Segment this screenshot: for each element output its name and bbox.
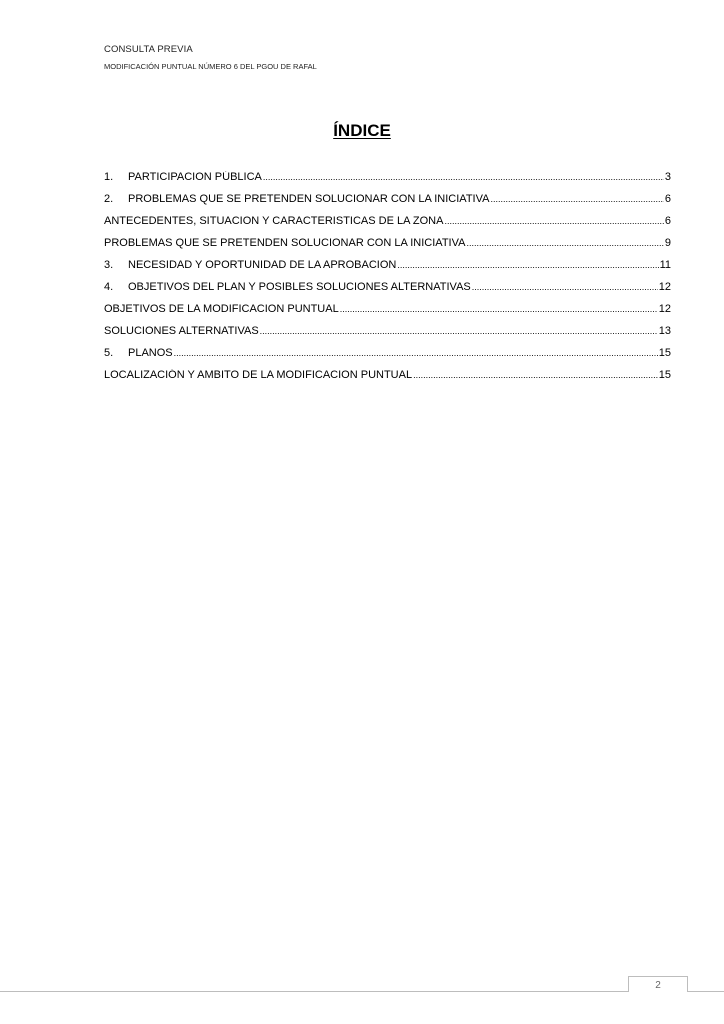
toc-dot-leader — [397, 259, 658, 271]
footer-divider-right — [687, 991, 724, 992]
toc-dot-leader — [444, 215, 663, 227]
toc-entry-title: PLANOS — [128, 347, 173, 359]
toc-dot-leader — [490, 193, 663, 205]
toc-entry-number: 4. — [104, 281, 114, 293]
toc-dot-leader — [174, 347, 658, 359]
toc-entry-page: 6 — [664, 215, 671, 227]
footer-divider — [0, 991, 628, 992]
toc-entry-title: OBJETIVOS DE LA MODIFICACION PUNTUAL — [104, 303, 339, 315]
header-document-subtitle: MODIFICACIÓN PUNTUAL NÚMERO 6 DEL PGOU DE RAFAL — [104, 62, 317, 71]
table-of-contents — [104, 171, 671, 391]
toc-entry-title: PROBLEMAS QUE SE PRETENDEN SOLUCIONAR CON LA INICIATIVA — [104, 237, 466, 249]
toc-entry-number: 2. — [104, 193, 114, 205]
toc-entry-page: 12 — [658, 303, 671, 315]
toc-dot-leader — [466, 237, 663, 249]
toc-entry-number: 5. — [104, 347, 114, 359]
header-document-type: CONSULTA PREVIA — [104, 44, 193, 55]
toc-entry[interactable] — [104, 193, 671, 215]
toc-entry[interactable] — [104, 171, 671, 193]
toc-entry[interactable] — [104, 369, 671, 391]
toc-entry-page: 6 — [664, 193, 671, 205]
toc-entry-title: OBJETIVOS DEL PLAN Y POSIBLES SOLUCIONES ALTERNATIVAS — [128, 281, 471, 293]
toc-entry-page: 3 — [664, 171, 671, 183]
toc-entry-title: SOLUCIONES ALTERNATIVAS — [104, 325, 259, 337]
toc-entry[interactable] — [104, 347, 671, 369]
toc-dot-leader — [472, 281, 658, 293]
toc-entry-title: ANTECEDENTES, SITUACION Y CARACTERISTICAS DE LA ZONA — [104, 215, 444, 227]
toc-dot-leader — [263, 171, 664, 183]
toc-entry-page: 11 — [659, 259, 671, 271]
toc-entry-title: PROBLEMAS QUE SE PRETENDEN SOLUCIONAR CON LA INICIATIVA — [128, 193, 490, 205]
toc-dot-leader — [260, 325, 658, 337]
toc-entry[interactable] — [104, 259, 671, 281]
toc-entry-title: PARTICIPACION PÚBLICA — [128, 171, 262, 183]
toc-entry[interactable] — [104, 281, 671, 303]
toc-entry-number: 1. — [104, 171, 114, 183]
footer-page-number: 2 — [628, 976, 688, 992]
toc-entry[interactable] — [104, 237, 671, 259]
toc-entry[interactable] — [104, 303, 671, 325]
toc-entry-page: 15 — [658, 369, 671, 381]
page-title: ÍNDICE — [333, 121, 391, 140]
toc-entry-page: 13 — [658, 325, 671, 337]
toc-entry-title: NECESIDAD Y OPORTUNIDAD DE LA APROBACION — [128, 259, 397, 271]
toc-entry-page: 15 — [658, 347, 671, 359]
toc-entry-page: 12 — [658, 281, 671, 293]
toc-entry-number: 3. — [104, 259, 114, 271]
toc-entry[interactable] — [104, 325, 671, 347]
toc-entry-page: 9 — [664, 237, 671, 249]
toc-dot-leader — [340, 303, 658, 315]
toc-dot-leader — [413, 369, 658, 381]
toc-entry[interactable] — [104, 215, 671, 237]
toc-entry-title: LOCALIZACIÓN Y AMBITO DE LA MODIFICACION PUNTUAL — [104, 369, 413, 381]
